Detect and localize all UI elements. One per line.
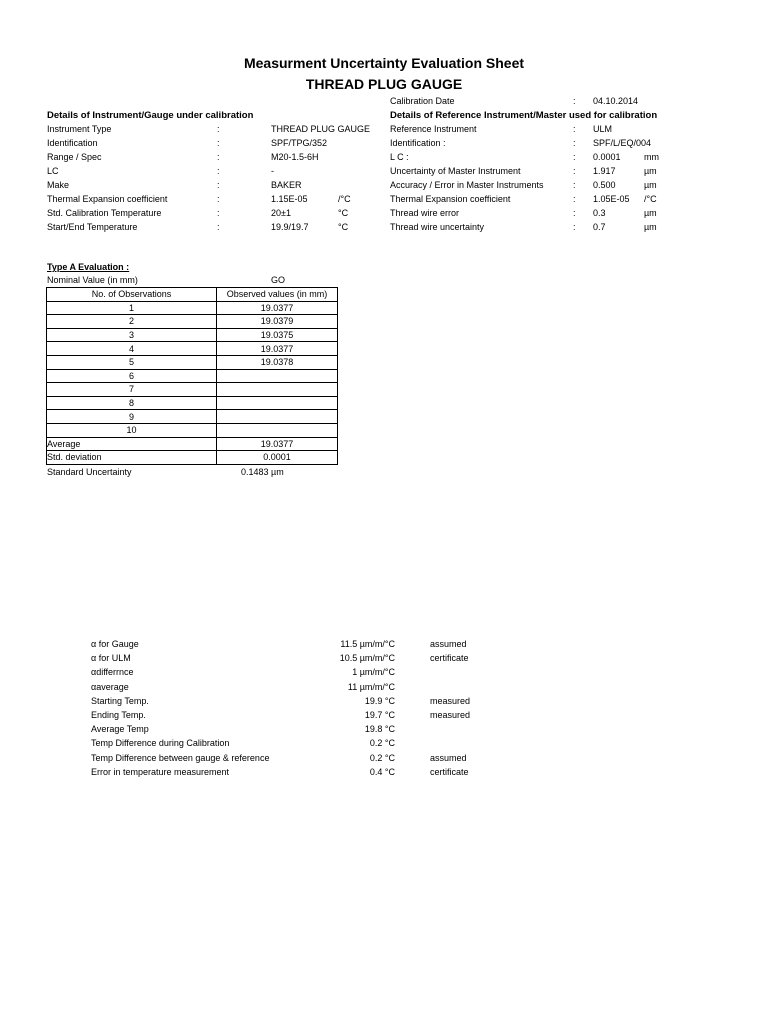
table-row-label: 10 xyxy=(47,423,217,437)
table-row xyxy=(47,396,338,410)
reference-detail-unit: µm xyxy=(644,180,657,190)
table-row xyxy=(47,423,338,437)
table-header-row xyxy=(47,288,338,302)
temp-row-label: αdifferrnce xyxy=(91,667,134,678)
instrument-detail-colon: : xyxy=(217,194,220,204)
temp-row-value: 11 µm/m/°C xyxy=(347,681,395,692)
table-row-value: 19.0378 xyxy=(217,355,338,369)
instrument-detail-colon: : xyxy=(217,124,220,134)
reference-detail-value: 0.0001 xyxy=(593,152,621,162)
temp-row-label: Average Temp xyxy=(91,724,149,735)
temp-row-label: Ending Temp. xyxy=(91,710,146,720)
instrument-detail-value: M20-1.5-6H xyxy=(271,152,319,162)
temp-row-value: 19.9 °C xyxy=(364,695,395,706)
table-row-label: 6 xyxy=(47,369,217,383)
reference-detail-value: 0.3 xyxy=(593,208,606,218)
temp-row-label: Starting Temp. xyxy=(91,695,149,706)
reference-detail-colon: : xyxy=(573,194,576,204)
average-row-label: Average xyxy=(47,437,217,451)
reference-detail-label: Accuracy / Error in Master Instruments xyxy=(390,180,544,190)
temp-row-note: measured xyxy=(430,710,471,720)
temp-row-label: αaverage xyxy=(91,681,129,692)
reference-detail-colon: : xyxy=(573,180,576,190)
std-deviation-row xyxy=(47,451,338,465)
instrument-detail-value: THREAD PLUG GAUGE xyxy=(271,124,371,134)
instrument-detail-colon: : xyxy=(217,152,220,162)
nominal-value: GO xyxy=(271,275,286,285)
reference-details-heading: Details of Reference Instrument/Master used for calibration xyxy=(390,110,658,121)
instrument-detail-unit: /°C xyxy=(338,194,351,204)
temp-row-label: Error in temperature measurement xyxy=(91,766,230,777)
standard-uncertainty-value: 0.1483 µm xyxy=(241,467,284,477)
page-subtitle: THREAD PLUG GAUGE xyxy=(305,76,463,92)
average-row xyxy=(47,437,338,451)
table-row-value xyxy=(217,410,338,424)
temp-row-value: 0.4 °C xyxy=(369,766,395,777)
reference-detail-colon: : xyxy=(573,222,576,232)
instrument-detail-value: 1.15E-05 xyxy=(271,194,308,204)
temp-row-label: α for ULM xyxy=(91,653,131,664)
col-header-values: Observed values (in mm) xyxy=(217,288,338,302)
instrument-detail-label: Start/End Temperature xyxy=(47,222,138,232)
instrument-detail-colon: : xyxy=(217,138,220,148)
table-row-label: 7 xyxy=(47,383,217,397)
instrument-detail-value: BAKER xyxy=(271,180,302,190)
reference-detail-colon: : xyxy=(573,208,576,218)
reference-detail-unit: /°C xyxy=(644,194,657,204)
table-row xyxy=(47,355,338,369)
reference-detail-unit: µm xyxy=(644,222,657,232)
temp-row-value: 10.5 µm/m/°C xyxy=(339,653,395,664)
reference-detail-value: 0.7 xyxy=(593,222,606,232)
calibration-date-value: 04.10.2014 xyxy=(593,96,639,106)
table-row xyxy=(47,328,338,342)
calibration-date-colon: : xyxy=(573,96,576,106)
table-row-label: 5 xyxy=(47,355,217,369)
calibration-date-label: Calibration Date xyxy=(390,96,455,106)
temp-row-note: certificate xyxy=(430,766,469,777)
page-title: Measurment Uncertainty Evaluation Sheet xyxy=(243,55,525,71)
observations-table xyxy=(46,287,338,465)
temp-row-value: 19.7 °C xyxy=(364,710,395,720)
reference-detail-colon: : xyxy=(573,166,576,176)
instrument-detail-label: Instrument Type xyxy=(47,124,112,134)
instrument-detail-label: LC xyxy=(47,166,59,176)
std-deviation-row-value: 0.0001 xyxy=(217,451,338,465)
reference-detail-unit: mm xyxy=(644,152,659,162)
reference-detail-label: Thread wire uncertainty xyxy=(390,222,485,232)
temp-row-label: Temp Difference during Calibration xyxy=(91,738,230,749)
instrument-detail-unit: °C xyxy=(338,208,349,218)
instrument-detail-label: Identification xyxy=(47,138,98,148)
reference-detail-value: 0.500 xyxy=(593,180,616,190)
col-header-observations: No. of Observations xyxy=(47,288,217,302)
instrument-detail-label: Std. Calibration Temperature xyxy=(47,208,162,218)
temp-row-value: 1 µm/m/°C xyxy=(352,667,395,678)
std-deviation-row-label: Std. deviation xyxy=(47,451,217,465)
table-row xyxy=(47,383,338,397)
reference-detail-colon: : xyxy=(573,152,576,162)
instrument-detail-colon: : xyxy=(217,180,220,190)
table-row-label: 1 xyxy=(47,301,217,315)
nominal-value-label: Nominal Value (in mm) xyxy=(47,275,138,285)
temp-row-note: certificate xyxy=(430,653,469,664)
instrument-detail-colon: : xyxy=(217,166,220,176)
table-row-label: 3 xyxy=(47,328,217,342)
reference-detail-colon: : xyxy=(573,138,576,148)
table-row-value xyxy=(217,423,338,437)
reference-detail-label: Uncertainty of Master Instrument xyxy=(390,166,521,176)
table-row xyxy=(47,410,338,424)
table-row-value: 19.0379 xyxy=(217,315,338,329)
temp-row-note: measured xyxy=(430,695,471,706)
temp-row-label: α for Gauge xyxy=(91,639,139,649)
type-a-heading: Type A Evaluation : xyxy=(47,262,130,272)
temp-row-value: 0.2 °C xyxy=(369,738,395,749)
instrument-detail-value: - xyxy=(271,166,274,176)
reference-detail-unit: µm xyxy=(644,166,657,176)
instrument-detail-colon: : xyxy=(217,208,220,218)
reference-detail-value: SPF/L/EQ/004 xyxy=(593,138,652,148)
instrument-detail-unit: °C xyxy=(338,222,349,232)
reference-detail-label: Identification : xyxy=(390,138,446,148)
table-row-label: 2 xyxy=(47,315,217,329)
instrument-detail-value: 19.9/19.7 xyxy=(271,222,309,232)
instrument-detail-label: Thermal Expansion coefficient xyxy=(47,194,168,204)
reference-detail-label: L C : xyxy=(390,152,409,162)
temp-row-value: 0.2 °C xyxy=(369,752,395,763)
table-row-label: 8 xyxy=(47,396,217,410)
instrument-detail-colon: : xyxy=(217,222,220,232)
table-row-value xyxy=(217,396,338,410)
table-row xyxy=(47,301,338,315)
instrument-detail-label: Make xyxy=(47,180,70,190)
instrument-detail-label: Range / Spec xyxy=(47,152,102,162)
reference-detail-label: Reference Instrument xyxy=(390,124,477,134)
table-row-value: 19.0377 xyxy=(217,342,338,356)
table-row-value: 19.0375 xyxy=(217,328,338,342)
instrument-detail-value: 20±1 xyxy=(271,208,291,218)
table-row-label: 4 xyxy=(47,342,217,356)
instrument-detail-value: SPF/TPG/352 xyxy=(271,138,328,148)
reference-detail-label: Thread wire error xyxy=(390,208,460,218)
temp-row-note: assumed xyxy=(430,752,467,763)
temp-row-label: Temp Difference between gauge & reference xyxy=(91,752,270,763)
reference-detail-value: ULM xyxy=(593,124,613,134)
reference-detail-label: Thermal Expansion coefficient xyxy=(390,194,511,204)
instrument-details-heading: Details of Instrument/Gauge under calibration xyxy=(47,110,254,121)
average-row-value: 19.0377 xyxy=(217,437,338,451)
standard-uncertainty-label: Standard Uncertainty xyxy=(47,467,132,477)
table-row-value: 19.0377 xyxy=(217,301,338,315)
temp-row-note: assumed xyxy=(430,639,467,649)
reference-detail-value: 1.917 xyxy=(593,166,616,176)
table-row xyxy=(47,315,338,329)
table-row xyxy=(47,369,338,383)
table-row-value xyxy=(217,369,338,383)
reference-detail-colon: : xyxy=(573,124,576,134)
reference-detail-unit: µm xyxy=(644,208,657,218)
temp-row-value: 11.5 µm/m/°C xyxy=(340,639,395,649)
table-row-label: 9 xyxy=(47,410,217,424)
reference-detail-value: 1.05E-05 xyxy=(593,194,630,204)
temp-row-value: 19.8 °C xyxy=(364,724,395,735)
table-row-value xyxy=(217,383,338,397)
table-row xyxy=(47,342,338,356)
